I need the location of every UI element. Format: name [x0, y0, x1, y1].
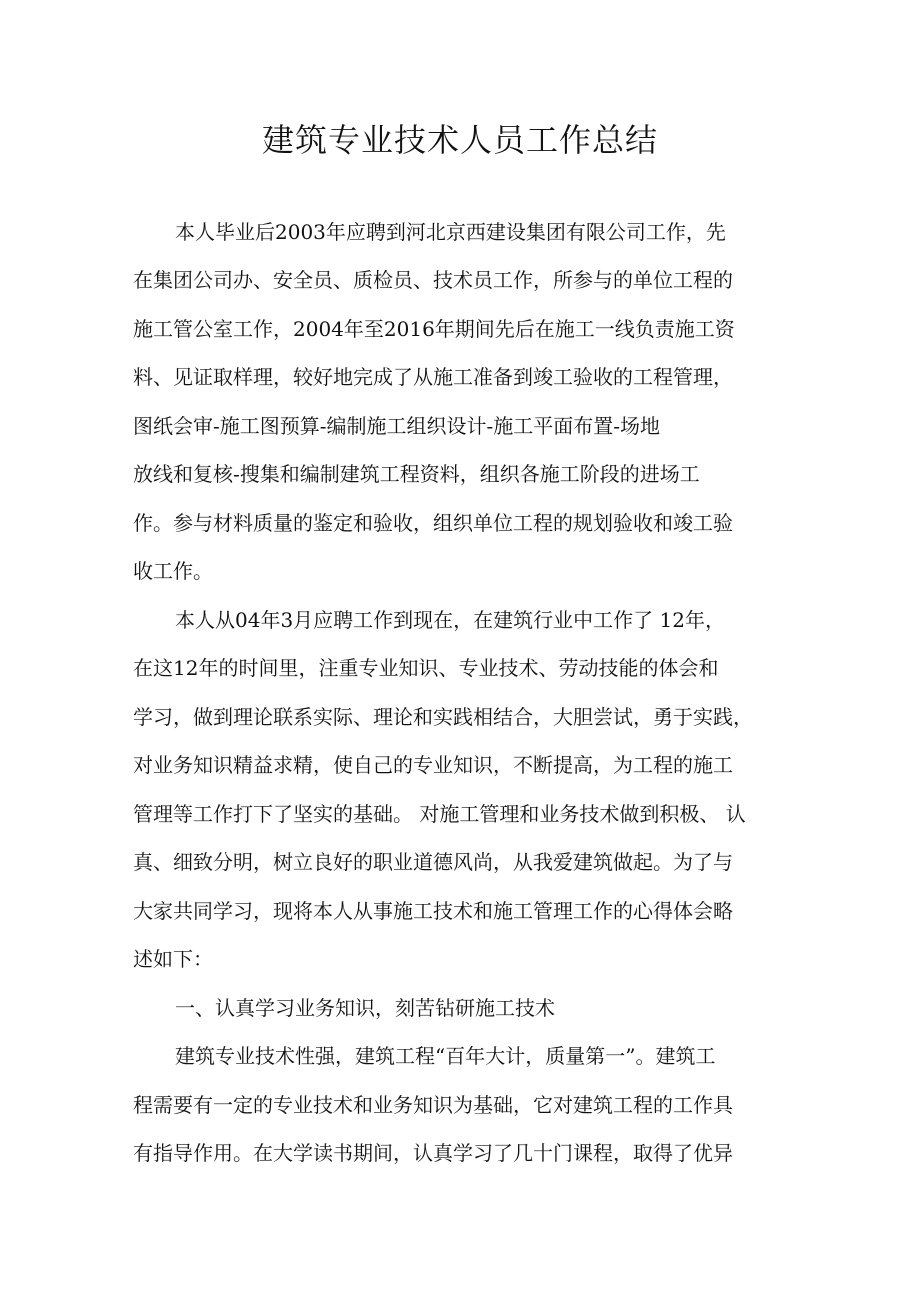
section-heading: 一、认真学习业务知识，刻苦钻研施工技术 [175, 996, 555, 1020]
paragraph-line: 程需要有一定的专业技术和业务知识为基础，它对建筑工程的工作具 [133, 1093, 733, 1117]
paragraph-line: 对业务知识精益求精，使自己的专业知识，不断提高，为工程的施工 [133, 753, 733, 777]
paragraph-line: 在集团公司办、安全员、质检员、技术员工作，所参与的单位工程的 [133, 268, 733, 292]
paragraph-line: 管理等工作打下了坚实的基础。 对施工管理和业务技术做到积极、 认 [133, 802, 746, 826]
paragraph-line: 料、见证取样理，较好地完成了从施工准备到竣工验收的工程管理， [133, 365, 733, 389]
paragraph-line: 有指导作用。在大学读书期间，认真学习了几十门课程，取得了优异 [133, 1141, 733, 1165]
paragraph-line: 建筑专业技术性强，建筑工程“百年大计，质量第一”。建筑工 [175, 1044, 716, 1068]
paragraph-line: 作。参与材料质量的鉴定和验收，组织单位工程的规划验收和竣工验 [133, 511, 733, 535]
paragraph-line: 大家共同学习，现将本人从事施工技术和施工管理工作的心得体会略 [133, 899, 733, 923]
paragraph-line: 图纸会审-施工图预算-编制施工组织设计-施工平面布置-场地 [133, 414, 661, 438]
paragraph-line: 本人从04年3月应聘工作到现在，在建筑行业中工作了 12年， [175, 608, 725, 632]
paragraph-line: 本人毕业后2003年应聘到河北京西建设集团有限公司工作，先 [175, 220, 726, 244]
paragraph-line: 放线和复核-搜集和编制建筑工程资料，组织各施工阶段的进场工 [133, 462, 700, 486]
paragraph-line: 施工管公室工作，2004年至2016年期间先后在施工一线负责施工资 [133, 317, 735, 341]
document-title: 建筑专业技术人员工作总结 [261, 121, 658, 159]
paragraph-line: 真、细致分明，树立良好的职业道德风尚，从我爱建筑做起。为了与 [133, 850, 733, 874]
paragraph-line: 述如下： [133, 947, 213, 971]
paragraph-line: 在这12年的时间里，注重专业知识、专业技术、劳动技能的体会和 [133, 656, 719, 680]
paragraph-line: 收工作。 [133, 559, 213, 583]
paragraph-line: 学习，做到理论联系实际、理论和实践相结合，大胆尝试，勇于实践， [133, 705, 753, 729]
